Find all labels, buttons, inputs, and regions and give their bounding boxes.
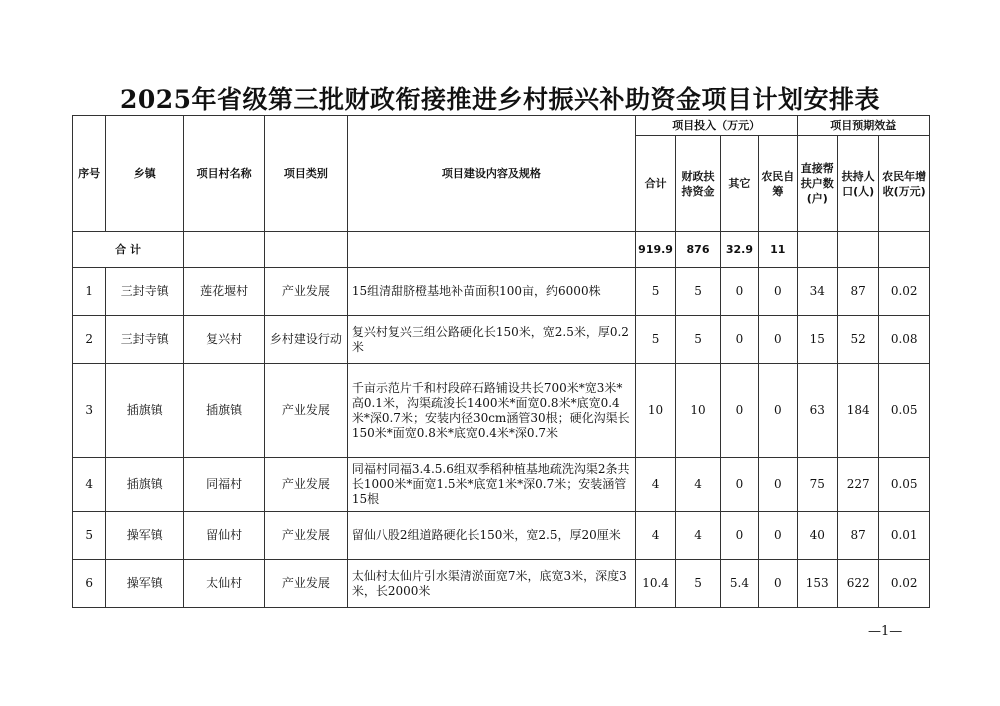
row-town: 操军镇	[106, 560, 184, 608]
header-population: 扶持人口(人)	[837, 136, 878, 232]
total-content-cell	[347, 232, 635, 268]
row-farmer: 0	[759, 364, 797, 458]
row-total: 5	[635, 316, 675, 364]
document-title: 2025年省级第三批财政衔接推进乡村振兴补助资金项目计划安排表	[119, 85, 881, 114]
header-village: 项目村名称	[184, 116, 265, 232]
row-fiscal: 4	[676, 512, 720, 560]
row-village: 复兴村	[184, 316, 265, 364]
row-population: 184	[837, 364, 878, 458]
row-population: 622	[837, 560, 878, 608]
row-village: 莲花堰村	[184, 268, 265, 316]
row-other: 0	[720, 268, 758, 316]
row-town: 三封寺镇	[106, 316, 184, 364]
row-seq: 1	[73, 268, 106, 316]
row-town: 操军镇	[106, 512, 184, 560]
row-households: 15	[797, 316, 837, 364]
table-row	[73, 560, 930, 608]
total-sum: 919.9	[635, 232, 675, 268]
header-row-1	[73, 116, 930, 136]
row-content: 千亩示范片千和村段碎石路铺设共长700米*宽3米*高0.1米，沟渠疏浚长1400米*面宽0.8米*底宽0.4米*深0.7米；安装内径30cm涵管30根；硬化沟渠长150米*面宽0.8米*底宽0.4米*深0.7米	[347, 364, 635, 458]
header-content: 项目建设内容及规格	[347, 116, 635, 232]
row-village: 太仙村	[184, 560, 265, 608]
row-households: 153	[797, 560, 837, 608]
row-town: 三封寺镇	[106, 268, 184, 316]
row-households: 34	[797, 268, 837, 316]
row-total: 4	[635, 512, 675, 560]
row-village: 插旗镇	[184, 364, 265, 458]
row-total: 10	[635, 364, 675, 458]
row-village: 同福村	[184, 458, 265, 512]
row-content: 15组清甜脐橙基地补苗面积100亩，约6000株	[347, 268, 635, 316]
total-label: 合 计	[73, 232, 184, 268]
row-income: 0.08	[879, 316, 930, 364]
row-category: 产业发展	[265, 458, 348, 512]
header-seq: 序号	[73, 116, 106, 232]
row-category: 产业发展	[265, 364, 348, 458]
row-content: 复兴村复兴三组公路硬化长150米，宽2.5米，厚0.2米	[347, 316, 635, 364]
header-income: 农民年增收(万元)	[879, 136, 930, 232]
row-total: 4	[635, 458, 675, 512]
row-village: 留仙村	[184, 512, 265, 560]
row-other: 0	[720, 512, 758, 560]
total-farmer: 11	[759, 232, 797, 268]
table-row	[73, 458, 930, 512]
project-plan-table	[72, 115, 930, 608]
total-population-cell	[837, 232, 878, 268]
table-row	[73, 268, 930, 316]
row-content: 太仙村太仙片引水渠清淤面宽7米，底宽3米，深度3米，长2000米	[347, 560, 635, 608]
row-fiscal: 5	[676, 560, 720, 608]
row-farmer: 0	[759, 560, 797, 608]
row-category: 产业发展	[265, 268, 348, 316]
row-farmer: 0	[759, 512, 797, 560]
row-population: 87	[837, 512, 878, 560]
row-other: 5.4	[720, 560, 758, 608]
header-households: 直接帮扶户数(户)	[797, 136, 837, 232]
row-seq: 2	[73, 316, 106, 364]
row-farmer: 0	[759, 458, 797, 512]
row-fiscal: 5	[676, 268, 720, 316]
total-income-cell	[879, 232, 930, 268]
row-income: 0.02	[879, 268, 930, 316]
table-row	[73, 316, 930, 364]
row-fiscal: 5	[676, 316, 720, 364]
row-income: 0.02	[879, 560, 930, 608]
row-population: 227	[837, 458, 878, 512]
row-total: 10.4	[635, 560, 675, 608]
total-other: 32.9	[720, 232, 758, 268]
row-farmer: 0	[759, 268, 797, 316]
row-category: 乡村建设行动	[265, 316, 348, 364]
table-row	[73, 364, 930, 458]
row-seq: 6	[73, 560, 106, 608]
header-town: 乡镇	[106, 116, 184, 232]
row-farmer: 0	[759, 316, 797, 364]
header-farmer: 农民自筹	[759, 136, 797, 232]
row-town: 插旗镇	[106, 364, 184, 458]
total-households-cell	[797, 232, 837, 268]
row-seq: 5	[73, 512, 106, 560]
header-investment-group: 项目投入（万元）	[635, 116, 797, 136]
total-category-cell	[265, 232, 348, 268]
row-households: 63	[797, 364, 837, 458]
row-other: 0	[720, 364, 758, 458]
row-seq: 4	[73, 458, 106, 512]
total-row	[73, 232, 930, 268]
row-population: 87	[837, 268, 878, 316]
row-households: 40	[797, 512, 837, 560]
row-households: 75	[797, 458, 837, 512]
row-other: 0	[720, 316, 758, 364]
row-seq: 3	[73, 364, 106, 458]
header-benefit-group: 项目预期效益	[797, 116, 929, 136]
page-number: —1—	[868, 624, 903, 639]
row-income: 0.01	[879, 512, 930, 560]
row-population: 52	[837, 316, 878, 364]
row-content: 留仙八股2组道路硬化长150米，宽2.5，厚20厘米	[347, 512, 635, 560]
row-income: 0.05	[879, 458, 930, 512]
row-category: 产业发展	[265, 560, 348, 608]
table-row	[73, 512, 930, 560]
row-fiscal: 4	[676, 458, 720, 512]
row-fiscal: 10	[676, 364, 720, 458]
row-content: 同福村同福3.4.5.6组双季稻种植基地疏洗沟渠2条共长1000米*面宽1.5米*底宽1米*深0.7米；安装涵管15根	[347, 458, 635, 512]
header-category: 项目类别	[265, 116, 348, 232]
total-village-cell	[184, 232, 265, 268]
header-other: 其它	[720, 136, 758, 232]
header-fiscal: 财政扶持资金	[676, 136, 720, 232]
row-total: 5	[635, 268, 675, 316]
header-total: 合计	[635, 136, 675, 232]
total-fiscal: 876	[676, 232, 720, 268]
row-other: 0	[720, 458, 758, 512]
row-town: 插旗镇	[106, 458, 184, 512]
row-income: 0.05	[879, 364, 930, 458]
row-category: 产业发展	[265, 512, 348, 560]
